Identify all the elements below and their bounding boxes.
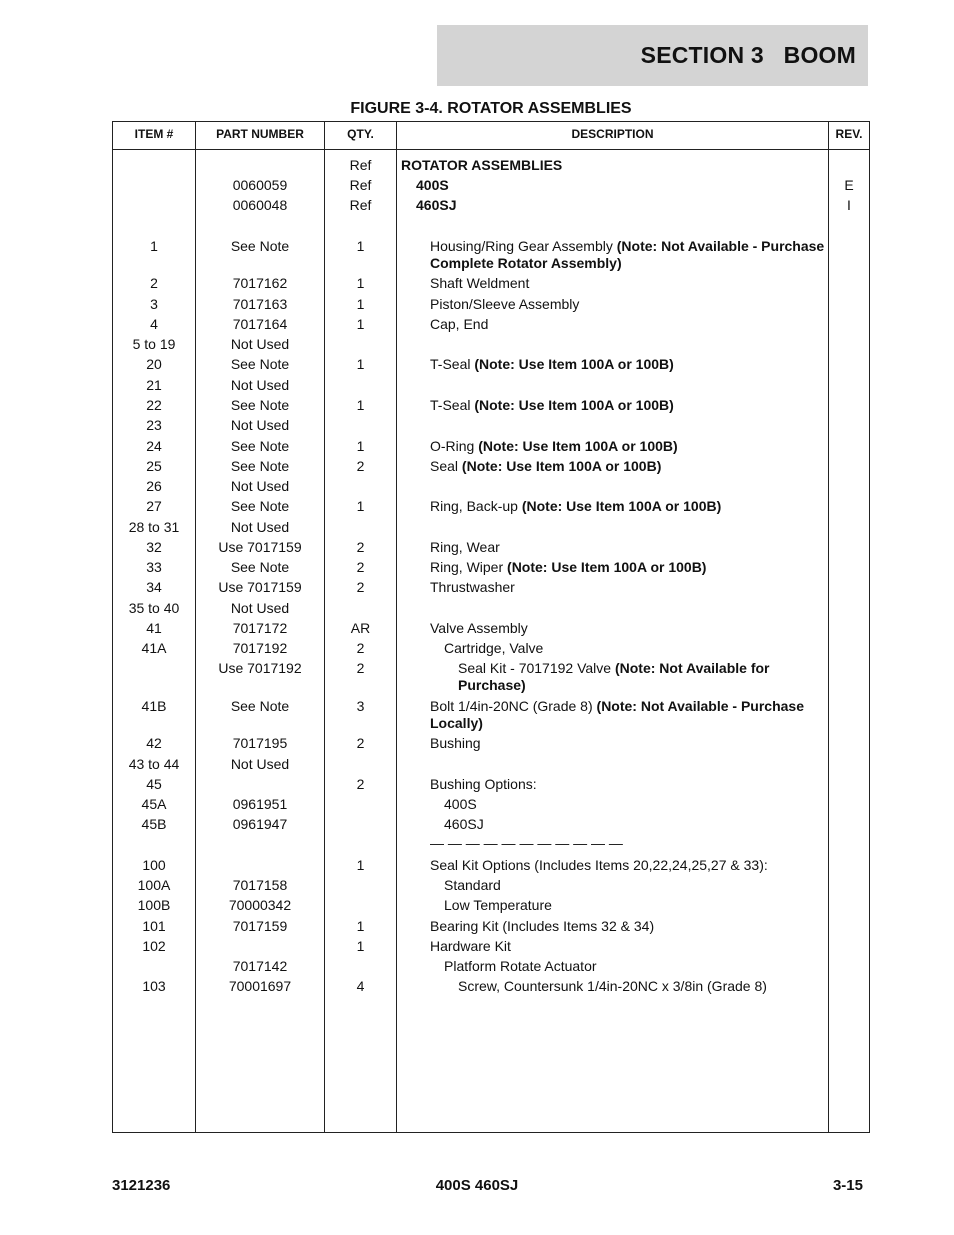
header-item: ITEM # [134,127,174,141]
description-cell [444,897,825,914]
description-text: Cap, End [430,316,489,332]
description-cell [416,177,825,194]
description-cell [444,958,825,975]
item-number-cell: 33 [146,559,162,575]
part-number-cell: 0060059 [232,177,288,193]
part-number-cell: 7017162 [232,275,288,291]
description-text: — — — — — — — — — — — [430,835,623,851]
qty-cell: 4 [356,978,365,994]
description-text: Ring, Wear [430,539,500,555]
part-number-cell: See Note [230,698,290,714]
part-number-cell: See Note [230,397,290,413]
description-cell [430,735,825,752]
part-number-cell: 7017159 [232,918,288,934]
description-cell [430,559,825,576]
description-text: 400S [444,796,477,812]
item-number-cell: 34 [146,579,162,595]
description-text: Bolt 1/4in-20NC (Grade 8) [430,698,597,714]
part-number-cell: See Note [230,238,290,254]
description-cell [458,978,825,995]
description-text: Standard [444,877,501,893]
item-number-cell: 23 [146,417,162,433]
item-number-cell: 20 [146,356,162,372]
item-number-cell: 45 [146,776,162,792]
part-number-cell: 7017163 [232,296,288,312]
header-divider [113,149,869,150]
qty-cell: 1 [356,857,365,873]
item-number-cell: 100B [137,897,171,913]
description-text: Seal [430,458,462,474]
description-note: (Note: Use Item 100A or 100B) [474,397,674,413]
qty-cell: 1 [356,275,365,291]
qty-cell: Ref [349,177,372,193]
description-cell [444,877,825,894]
part-number-cell: 7017164 [232,316,288,332]
item-number-cell: 4 [150,316,158,332]
item-number-cell: 41 [146,620,162,636]
part-number-cell: 0961947 [232,816,288,832]
qty-cell: Ref [349,157,372,173]
description-note: (Note: Use Item 100A or 100B) [507,559,707,575]
item-number-cell: 41A [141,640,167,656]
part-number-cell: Use 7017192 [218,660,302,676]
qty-cell: 2 [356,579,365,595]
part-number-cell: Not Used [230,600,290,616]
description-cell [444,816,825,833]
description-text: Platform Rotate Actuator [444,958,597,974]
section-header-box [437,25,868,86]
part-number-cell: Not Used [230,417,290,433]
description-cell [430,458,825,475]
description-note: (Note: Use Item 100A or 100B) [461,458,662,474]
part-number-cell: Not Used [230,336,290,352]
description-cell [430,857,825,874]
part-number-cell: See Note [230,559,290,575]
item-number-cell: 102 [142,938,166,954]
description-cell [430,579,825,596]
qty-cell: 1 [356,397,365,413]
description-cell [401,157,825,174]
qty-cell: 2 [356,559,365,575]
qty-cell: 1 [356,356,365,372]
footer-page-number: 3-15 [832,1177,863,1194]
description-text: T-Seal [430,397,475,413]
column-divider [828,122,829,1132]
item-number-cell: 100A [137,877,171,893]
qty-cell: 1 [356,238,365,254]
description-note: (Note: Use Item 100A or 100B) [521,498,722,514]
description-text: Housing/Ring Gear Assembly [430,238,617,254]
description-cell [430,238,825,272]
part-number-cell: 0961951 [232,796,288,812]
item-number-cell: 2 [150,275,158,291]
description-cell [430,776,825,793]
description-text: Ring, Wiper [430,559,508,575]
qty-cell: 1 [356,438,365,454]
description-text: 460SJ [416,197,457,213]
part-number-cell: See Note [230,356,290,372]
description-cell [416,197,825,214]
qty-cell: AR [350,620,371,636]
description-text: Shaft Weldment [430,275,530,291]
item-number-cell: 35 to 40 [128,600,180,616]
description-note: (Note: Not Available for Purchase) [458,660,770,693]
description-text: Screw, Countersunk 1/4in-20NC x 3/8in (Grade 8) [458,978,767,994]
description-cell [430,356,825,373]
description-cell [458,660,825,694]
item-number-cell: 26 [146,478,162,494]
description-cell [444,640,825,657]
description-text: Cartridge, Valve [444,640,544,656]
description-cell [430,296,825,313]
part-number-cell: See Note [230,498,290,514]
item-number-cell: 27 [146,498,162,514]
description-text: 400S [416,177,449,193]
item-number-cell: 100 [142,857,166,873]
item-number-cell: 41B [141,698,167,714]
part-number-cell: Not Used [230,377,290,393]
description-note: (Note: Not Available - Purchase Locally) [430,698,804,731]
description-cell [430,275,825,292]
description-text: Piston/Sleeve Assembly [430,296,580,312]
description-cell [444,796,825,813]
description-note: (Note: Not Available - Purchase Complete Rotator Assembly) [430,238,825,271]
qty-cell: 2 [356,458,365,474]
part-number-cell: 7017142 [232,958,288,974]
rev-cell: I [847,197,851,213]
item-number-cell: 1 [150,238,158,254]
item-number-cell: 42 [146,735,162,751]
description-text: O-Ring [430,438,479,454]
figure-title: FIGURE 3-4. ROTATOR ASSEMBLIES [350,100,632,117]
qty-cell: 2 [356,539,365,555]
header-qty: QTY. [347,127,374,141]
item-number-cell: 3 [150,296,158,312]
description-cell [430,938,825,955]
part-number-cell: 70001697 [228,978,292,994]
description-text: Low Temperature [444,897,552,913]
item-number-cell: 45B [141,816,167,832]
part-number-cell: 7017195 [232,735,288,751]
description-text: Ring, Back-up [430,498,522,514]
part-number-cell: Use 7017159 [218,539,302,555]
part-number-cell: Use 7017159 [218,579,302,595]
part-number-cell: Not Used [230,756,290,772]
description-cell [430,438,825,455]
qty-cell: 1 [356,316,365,332]
part-number-cell: See Note [230,438,290,454]
header-description: DESCRIPTION [571,127,654,141]
description-text: T-Seal [430,356,475,372]
description-text: 460SJ [444,816,484,832]
part-number-cell: 7017158 [232,877,288,893]
description-cell [430,397,825,414]
part-number-cell: 0060048 [232,197,288,213]
part-number-cell: 7017172 [232,620,288,636]
part-number-cell: See Note [230,458,290,474]
item-number-cell: 21 [146,377,162,393]
description-cell [430,918,825,935]
item-number-cell: 28 to 31 [128,519,180,535]
part-number-cell: 70000342 [228,897,292,913]
description-cell [430,316,825,333]
qty-cell: 1 [356,296,365,312]
parts-table [112,121,870,1133]
description-cell [430,620,825,637]
part-number-cell: Not Used [230,478,290,494]
item-number-cell: 32 [146,539,162,555]
description-text: Hardware Kit [430,938,511,954]
header-part-number: PART NUMBER [216,127,304,141]
footer-doc-number: 3121236 [112,1177,171,1194]
header-rev: REV. [835,127,863,141]
description-text: Seal Kit Options (Includes Items 20,22,24,25,27 & 33): [430,857,768,873]
description-text: Bushing Options: [430,776,537,792]
rev-cell: E [844,177,854,193]
description-text: ROTATOR ASSEMBLIES [401,157,563,173]
qty-cell: 1 [356,498,365,514]
part-number-cell: Not Used [230,519,290,535]
footer-model: 400S 460SJ [435,1177,519,1194]
description-text: Bushing [430,735,481,751]
description-cell [430,698,825,732]
description-text: Seal Kit - 7017192 Valve [458,660,615,676]
section-title: SECTION 3 BOOM [640,42,856,68]
part-number-cell: 7017192 [232,640,288,656]
description-cell [430,835,825,852]
qty-cell: 1 [356,918,365,934]
qty-cell: 2 [356,660,365,676]
qty-cell: 2 [356,735,365,751]
qty-cell: 2 [356,640,365,656]
description-note: (Note: Use Item 100A or 100B) [478,438,678,454]
description-text: Thrustwasher [430,579,515,595]
item-number-cell: 43 to 44 [128,756,180,772]
item-number-cell: 25 [146,458,162,474]
qty-cell: 2 [356,776,365,792]
qty-cell: Ref [349,197,372,213]
description-note: (Note: Use Item 100A or 100B) [474,356,674,372]
description-text: Valve Assembly [430,620,528,636]
item-number-cell: 24 [146,438,162,454]
qty-cell: 3 [356,698,365,714]
column-divider [396,122,397,1132]
qty-cell: 1 [356,938,365,954]
description-cell [430,498,825,515]
item-number-cell: 5 to 19 [132,336,176,352]
item-number-cell: 22 [146,397,162,413]
item-number-cell: 101 [142,918,166,934]
item-number-cell: 103 [142,978,166,994]
description-cell [430,539,825,556]
description-text: Bearing Kit (Includes Items 32 & 34) [430,918,655,934]
item-number-cell: 45A [141,796,167,812]
